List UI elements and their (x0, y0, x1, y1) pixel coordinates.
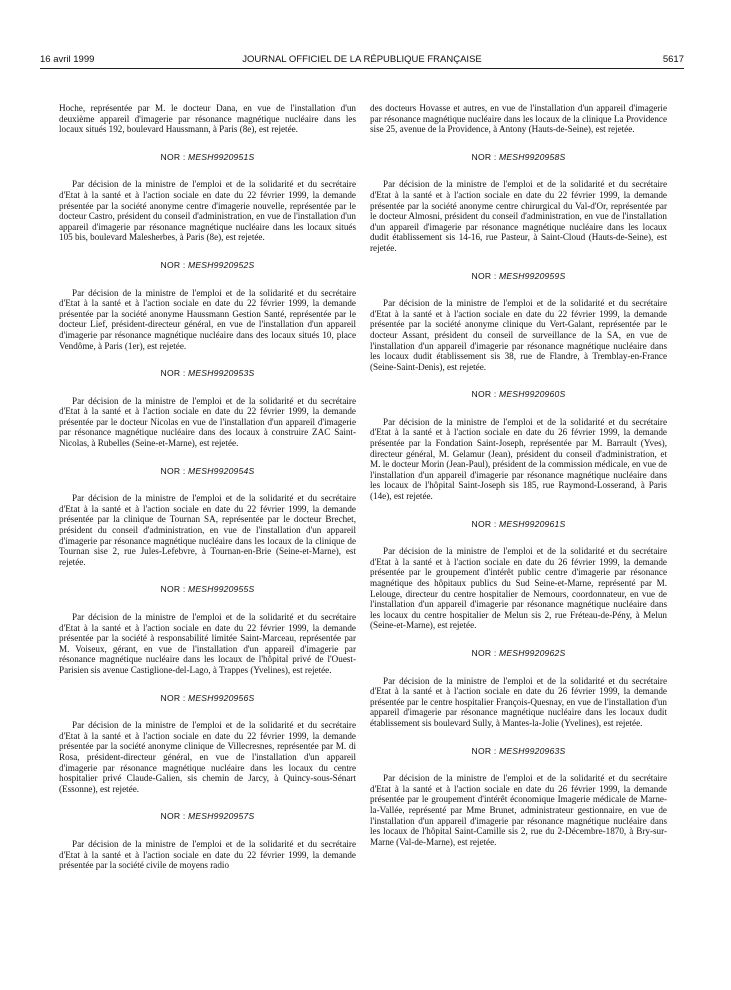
nor-label: NOR : (160, 465, 186, 476)
nor-code: MESH9920951S (188, 151, 255, 162)
nor-reference (370, 389, 667, 400)
decision-paragraph: Par décision de la ministre de l'emploi et de la solidarité et du secrétaire d'Etat à la santé et à l'action sociale en date du 26 février 1999, la demande présentée par la Fondation Saint-Joseph, représentée par M. Barrault (Yves), directeur général, M. Gelamur (Jean), président du conseil d'administration, et M. le docteur Morin (Jean-Paul), président de la commission médicale, en vue de l'installation d'un appareil d'imagerie par résonance magnétique nucléaire dans les locaux de l'hôpital Saint-Joseph sis 185, rue Raymond-Losserand, à Paris (14e), est rejetée. (370, 416, 667, 502)
decision-paragraph: Par décision de la ministre de l'emploi et de la solidarité et du secrétaire d'Etat à la santé et à l'action sociale en date du 22 février 1999, la demande présentée par la clinique de Tournan SA, représentée par le docteur Brechet, président du conseil d'administration, en vue de l'installation d'un appareil d'imagerie par résonance magnétique nucléaire dans les locaux de la clinique de Tournan sise 2, rue Jules-Lefebvre, à Tournan-en-Brie (Seine-et-Marne), est rejetée. (59, 493, 356, 567)
nor-label: NOR : (471, 389, 497, 400)
nor-label: NOR : (471, 270, 497, 281)
nor-label: NOR : (160, 151, 186, 162)
decision-paragraph: Par décision de la ministre de l'emploi et de la solidarité et du secrétaire d'Etat à la santé et à l'action sociale en date du 22 février 1999, la demande présentée par la société anonyme centre chirurgical du Val-d'Or, représentée par le docteur Almosni, président du conseil d'administration, en vue de l'installation d'un appareil d'imagerie par résonance magnétique nucléaire dans les locaux dudit établissement sis 14-16, rue Pasteur, à Saint-Cloud (Hauts-de-Seine), est rejetée. (370, 179, 667, 253)
decision-paragraph: Par décision de la ministre de l'emploi et de la solidarité et du secrétaire d'Etat à la santé et à l'action sociale en date du 22 février 1999, la demande présentée par la société anonyme centre d'imagerie nouvelle, représentée par le docteur Castro, président du conseil d'administration, en vue de l'installation d'un appareil d'imagerie par résonance magnétique nucléaire dans les locaux situés 105 bis, boulevard Malesherbes, à Paris (8e), est rejetée. (59, 179, 356, 243)
nor-code: MESH9920955S (188, 584, 255, 595)
nor-reference (370, 152, 667, 163)
decision-paragraph: Hoche, représentée par M. le docteur Dana, en vue de l'installation d'un deuxième appareil d'imagerie par résonance magnétique nucléaire dans les locaux situés 192, boulevard Haussmann, à Paris (8e), est rejetée. (59, 103, 356, 135)
nor-reference (370, 271, 667, 282)
right-column (370, 103, 667, 847)
decision-paragraph: Par décision de la ministre de l'emploi et de la solidarité et du secrétaire d'Etat à la santé et à l'action sociale en date du 22 février 1999, la demande présentée par la société anonyme clinique de Villecresnes, représentée par M. di Rosa, président-directeur général, en vue de l'installation d'un appareil d'imagerie par résonance magnétique nucléaire dans les locaux du centre hospitalier privé Claude-Galien, sis chemin de Jarcy, à Quincy-sous-Sénart (Essonne), est rejetée. (59, 720, 356, 794)
nor-reference (370, 519, 667, 530)
nor-label: NOR : (160, 584, 186, 595)
nor-code: MESH9920952S (188, 259, 255, 270)
nor-label: NOR : (471, 518, 497, 529)
decision-paragraph: Par décision de la ministre de l'emploi et de la solidarité et du secrétaire d'Etat à la santé et à l'action sociale en date du 22 février 1999, la demande présentée par la société à responsabilité limitée Saint-Marceau, représentée par M. Voiseux, gérant, en vue de l'installation d'un appareil d'imagerie par résonance magnétique nucléaire dans les locaux de l'hôpital privé de l'Ouest-Parisien sis avenue Castiglione-del-Lago, à Trappes (Yvelines), est rejetée. (59, 612, 356, 675)
nor-reference (59, 260, 356, 271)
nor-label: NOR : (471, 647, 497, 658)
decision-paragraph: Par décision de la ministre de l'emploi et de la solidarité et du secrétaire d'Etat à la santé et à l'action sociale en date du 26 février 1999, la demande présentée par le groupement d'intérêt économique Imagerie médicale de Marne-la-Vallée, représenté par Mme Brunet, administrateur gestionnaire, en vue de l'installation d'un appareil d'imagerie par résonance magnétique nucléaire dans les locaux de l'hôpital Saint-Camille sis 2, rue du 2-Décembre-1870, à Bry-sur-Marne (Val-de-Marne), est rejetée. (370, 773, 667, 847)
page-header (40, 54, 684, 68)
nor-code: MESH9920953S (188, 368, 255, 379)
nor-label: NOR : (160, 811, 186, 822)
nor-code: MESH9920960S (499, 389, 566, 400)
journal-title: JOURNAL OFFICIEL DE LA RÉPUBLIQUE FRANÇAISE (242, 54, 482, 65)
decision-paragraph: Par décision de la ministre de l'emploi et de la solidarité et du secrétaire d'Etat à la santé et à l'action sociale en date du 22 février 1999, la demande présentée par la société anonyme Haussmann Gestion Santé, représentée par le docteur Lief, président-directeur général, en vue de l'installation d'un appareil d'imagerie par résonance magnétique nucléaire dans des locaux situés 10, place Vendôme, à Paris (1er), est rejetée. (59, 287, 356, 351)
nor-label: NOR : (160, 368, 186, 379)
nor-reference (59, 152, 356, 163)
nor-code: MESH9920959S (499, 270, 566, 281)
nor-label: NOR : (471, 151, 497, 162)
nor-reference (59, 584, 356, 595)
nor-code: MESH9920954S (188, 465, 255, 476)
decision-paragraph: Par décision de la ministre de l'emploi et de la solidarité et du secrétaire d'Etat à la santé et à l'action sociale en date du 22 février 1999, la demande présentée par le docteur Nicolas en vue de l'installation d'un appareil d'imagerie par résonance magnétique nucléaire dans des locaux à construire ZAC Saint-Nicolas, à Rubelles (Seine-et-Marne), est rejetée. (59, 395, 356, 449)
page-number: 5617 (662, 54, 684, 65)
decision-paragraph: Par décision de la ministre de l'emploi et de la solidarité et du secrétaire d'Etat à la santé et à l'action sociale en date du 26 février 1999, la demande présentée par le centre hospitalier François-Quesnay, en vue de l'installation d'un appareil d'imagerie par résonance magnétique nucléaire dans les locaux dudit établissement sis boulevard Sully, à Mantes-la-Jolie (Yvelines), est rejetée. (370, 675, 667, 728)
header-rule (40, 68, 684, 69)
nor-reference (59, 811, 356, 822)
decision-paragraph: des docteurs Hovasse et autres, en vue de l'installation d'un appareil d'imagerie par résonance magnétique nucléaire dans les locaux de la clinique La Providence sise 25, avenue de la Providence, à Antony (Hauts-de-Seine), est rejetée. (370, 103, 667, 135)
nor-code: MESH9920963S (499, 745, 566, 756)
nor-code: MESH9920962S (499, 647, 566, 658)
nor-reference (59, 368, 356, 379)
nor-reference (370, 746, 667, 757)
nor-code: MESH9920957S (188, 811, 255, 822)
nor-label: NOR : (471, 745, 497, 756)
nor-code: MESH9920958S (499, 151, 566, 162)
nor-code: MESH9920956S (188, 692, 255, 703)
nor-reference (59, 466, 356, 477)
decision-paragraph: Par décision de la ministre de l'emploi et de la solidarité et du secrétaire d'Etat à la santé et à l'action sociale en date du 22 février 1999, la demande présentée par la société civile de moyens radio (59, 838, 356, 871)
nor-reference (370, 648, 667, 659)
nor-label: NOR : (160, 692, 186, 703)
decision-paragraph: Par décision de la ministre de l'emploi et de la solidarité et du secrétaire d'Etat à la santé et à l'action sociale en date du 22 février 1999, la demande présentée par la société anonyme clinique du Vert-Galant, représentée par le docteur Assant, président du conseil de surveillance de la SA, en vue de l'installation d'un appareil d'imagerie par résonance magnétique nucléaire dans les locaux dudit établissement sis 38, rue de Flandre, à Tremblay-en-France (Seine-Saint-Denis), est rejetée. (370, 298, 667, 372)
nor-label: NOR : (160, 259, 186, 270)
decision-paragraph: Par décision de la ministre de l'emploi et de la solidarité et du secrétaire d'Etat à la santé et à l'action sociale en date du 26 février 1999, la demande présentée par le groupement d'intérêt public centre d'imagerie par résonance magnétique des hôpitaux publics du Sud Seine-et-Marne, représenté par M. Lelouge, directeur du centre hospitalier de Nemours, coordonnateur, en vue de l'installation d'un appareil d'imagerie par résonance magnétique nucléaire dans les locaux du centre hospitalier de Melun sis 2, rue Fréteau-de-Pény, à Melun (Seine-et-Marne), est rejetée. (370, 546, 667, 631)
nor-reference (59, 693, 356, 704)
left-column (59, 103, 356, 871)
issue-date: 16 avril 1999 (40, 54, 95, 65)
nor-code: MESH9920961S (499, 518, 566, 529)
